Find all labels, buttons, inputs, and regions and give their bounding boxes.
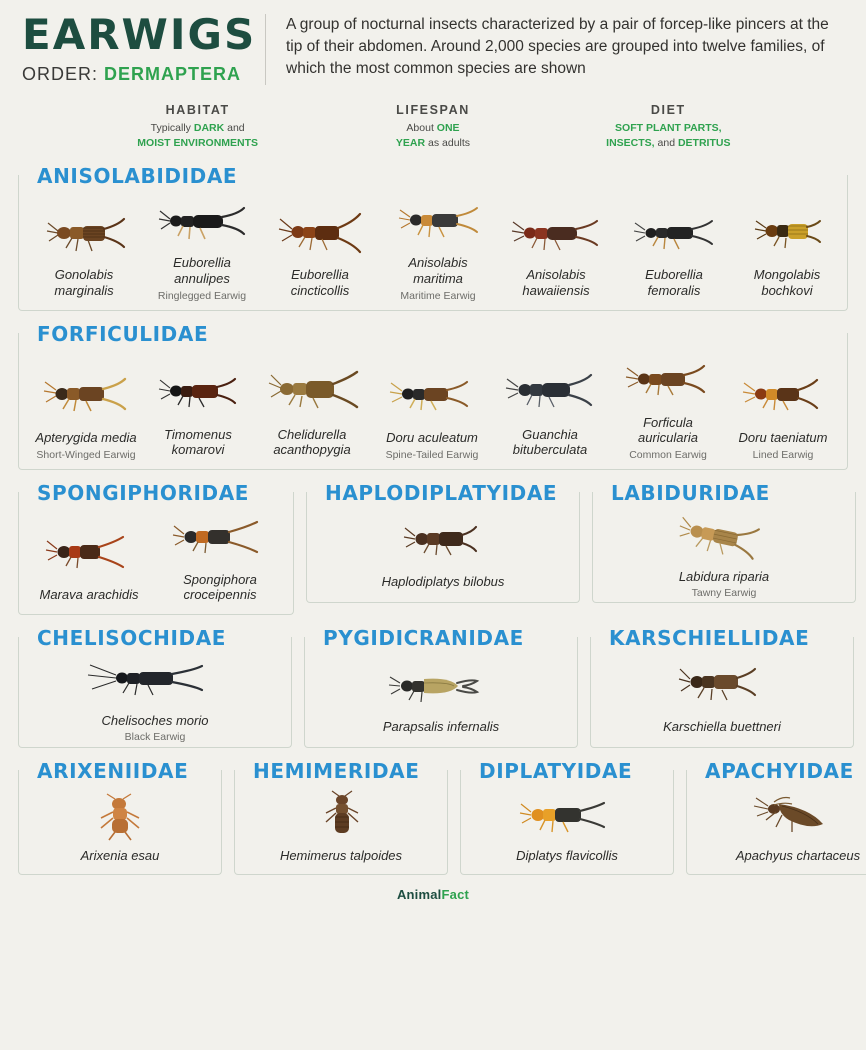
fact-text: About bbox=[406, 122, 437, 134]
family-section-forficulidae bbox=[18, 321, 848, 470]
earwig-illustration bbox=[80, 649, 230, 707]
family-section-anisolabididae bbox=[18, 164, 848, 310]
fact-highlight: INSECTS, bbox=[606, 137, 655, 150]
earwig-illustration bbox=[664, 503, 784, 563]
species-name: Labidura riparia bbox=[678, 568, 770, 584]
species-common-name: Maritime Earwig bbox=[400, 289, 476, 302]
species-name: Anisolabis hawaiiensis bbox=[522, 267, 590, 299]
brand-part-animal: Animal bbox=[396, 887, 442, 902]
species-row bbox=[25, 508, 287, 606]
order-line bbox=[22, 64, 247, 85]
species-item bbox=[597, 655, 847, 738]
fact-lifespan bbox=[315, 103, 550, 151]
family-section-arixeniidae bbox=[18, 759, 222, 875]
species-item bbox=[727, 364, 839, 461]
species-common-name: Lined Earwig bbox=[752, 448, 814, 461]
family-panel bbox=[18, 164, 848, 310]
earwig-illustration bbox=[388, 191, 488, 249]
earwig-illustration bbox=[504, 203, 608, 261]
species-item bbox=[615, 203, 733, 301]
family-section-karschiellidae bbox=[590, 626, 854, 748]
fact-body bbox=[80, 121, 315, 151]
earwig-illustration bbox=[150, 361, 246, 421]
species-name: Mongolabis bochkovi bbox=[753, 267, 821, 299]
species-name: Euborellia annulipes bbox=[173, 255, 231, 287]
family-section-chelisochidae bbox=[18, 626, 292, 748]
earwig-illustration bbox=[296, 786, 386, 842]
species-name: Gonolabis marginalis bbox=[54, 267, 114, 299]
species-name: Timomenus komarovi bbox=[164, 426, 232, 458]
species-row bbox=[693, 786, 866, 866]
species-name: Marava arachidis bbox=[39, 587, 139, 603]
species-row bbox=[313, 508, 573, 594]
species-common-name: Black Earwig bbox=[124, 731, 186, 744]
family-section-haplodiplatyidae bbox=[306, 480, 580, 615]
species-item bbox=[261, 203, 379, 301]
fact-strip bbox=[0, 103, 866, 151]
fact-highlight: YEAR bbox=[395, 137, 426, 150]
earwig-illustration bbox=[37, 523, 141, 581]
species-item bbox=[693, 786, 866, 867]
fact-highlight: DETRITUS bbox=[677, 137, 731, 150]
family-panel bbox=[18, 321, 848, 470]
earwig-illustration bbox=[624, 203, 724, 261]
family-section-diplatyidae bbox=[460, 759, 674, 875]
fact-body bbox=[315, 121, 550, 151]
family-section-hemimeridae bbox=[234, 759, 448, 875]
species-name: Arixenia esau bbox=[80, 847, 160, 863]
earwig-illustration bbox=[150, 191, 254, 249]
species-item bbox=[467, 786, 667, 867]
earwig-illustration bbox=[164, 508, 276, 566]
family-row-4 bbox=[18, 626, 848, 748]
fact-body bbox=[551, 121, 786, 151]
species-name: Apterygida media bbox=[35, 430, 137, 446]
species-item bbox=[491, 361, 609, 461]
family-panel bbox=[306, 480, 580, 603]
title-block bbox=[22, 10, 266, 85]
species-name: Apachyus chartaceus bbox=[735, 847, 861, 863]
family-section-spongiphoridae bbox=[18, 480, 294, 615]
family-panel bbox=[304, 626, 578, 748]
species-name: Anisolabis maritima bbox=[408, 255, 468, 287]
intro-text: A group of nocturnal insects characterized by a pair of forcep-like pincers at the tip of their abdomen. Around 2,000 species are grouped into twelve families, of which the most common species are shown bbox=[286, 16, 829, 77]
fact-highlight: ONE bbox=[436, 122, 460, 134]
family-title: ARIXENIIDAE bbox=[29, 759, 196, 783]
species-item bbox=[25, 203, 143, 301]
family-panel bbox=[18, 626, 292, 748]
species-item bbox=[145, 361, 251, 461]
earwig-illustration bbox=[507, 786, 627, 842]
fact-title: LIFESPAN bbox=[396, 103, 470, 117]
species-item bbox=[323, 510, 563, 593]
species-name: Guanchia bituberculata bbox=[512, 426, 588, 458]
species-item bbox=[30, 649, 280, 744]
species-item bbox=[609, 349, 727, 461]
earwig-illustration bbox=[744, 203, 830, 261]
species-item bbox=[733, 203, 841, 301]
species-common-name: Common Earwig bbox=[629, 448, 707, 461]
earwig-illustration bbox=[376, 655, 506, 713]
earwig-illustration bbox=[382, 364, 482, 424]
family-section-labiduridae bbox=[592, 480, 856, 615]
family-section-pygidicranidae bbox=[304, 626, 578, 748]
family-section-apachyidae bbox=[686, 759, 866, 875]
family-panel bbox=[460, 759, 674, 875]
family-panel bbox=[18, 759, 222, 875]
family-panel bbox=[590, 626, 854, 748]
family-title: HEMIMERIDAE bbox=[245, 759, 428, 783]
species-name: Chelidurella acanthopygia bbox=[273, 426, 351, 458]
family-title: CHELISOCHIDAE bbox=[29, 626, 234, 650]
family-row-5 bbox=[18, 759, 861, 875]
family-title: PYGIDICRANIDAE bbox=[315, 626, 532, 650]
species-item bbox=[316, 655, 566, 738]
fact-text: as adults bbox=[425, 137, 471, 150]
family-title: ANISOLABIDIDAE bbox=[29, 164, 245, 188]
species-name: Chelisoches morio bbox=[101, 712, 209, 728]
species-common-name: Tawny Earwig bbox=[691, 587, 757, 600]
family-panel bbox=[18, 480, 294, 615]
species-row bbox=[599, 508, 849, 600]
fact-text: and bbox=[224, 122, 245, 134]
brand-part-fact: Fact bbox=[441, 887, 470, 902]
species-name: Spongiphora croceipennis bbox=[183, 571, 257, 603]
species-common-name: Ringlegged Earwig bbox=[157, 289, 247, 302]
species-name: Forficula auricularia bbox=[638, 414, 698, 446]
family-panel bbox=[234, 759, 448, 875]
family-title: SPONGIPHORIDAE bbox=[29, 481, 257, 505]
earwig-illustration bbox=[270, 203, 370, 261]
species-row bbox=[597, 653, 847, 739]
fact-title: DIET bbox=[650, 103, 686, 117]
fact-habitat bbox=[80, 103, 315, 151]
species-name: Doru taeniatum bbox=[738, 430, 828, 446]
species-common-name: Short-Winged Earwig bbox=[36, 448, 136, 461]
fact-text: and bbox=[654, 137, 678, 150]
fact-highlight: DARK bbox=[193, 122, 225, 134]
order-name: DERMAPTERA bbox=[104, 64, 242, 84]
species-item bbox=[373, 364, 491, 461]
fact-diet bbox=[551, 103, 786, 151]
species-row bbox=[25, 653, 285, 744]
species-item bbox=[379, 191, 497, 301]
family-title: HAPLODIPLATYIDAE bbox=[317, 481, 565, 505]
header bbox=[0, 0, 866, 85]
page-title: EARWIGS bbox=[22, 10, 257, 59]
family-title: FORFICULIDAE bbox=[29, 322, 216, 346]
earwig-illustration bbox=[735, 364, 831, 424]
earwig-illustration bbox=[383, 510, 503, 568]
earwig-illustration bbox=[738, 786, 858, 842]
earwig-illustration bbox=[498, 361, 602, 421]
species-item bbox=[27, 364, 145, 461]
fact-highlight: MOIST ENVIRONMENTS bbox=[137, 137, 259, 150]
species-name: Hemimerus talpoides bbox=[279, 847, 403, 863]
species-name: Euborellia femoralis bbox=[645, 267, 703, 299]
species-name: Diplatys flavicollis bbox=[516, 847, 618, 863]
brand-logo bbox=[0, 887, 866, 902]
earwig-illustration bbox=[662, 655, 782, 713]
species-row bbox=[311, 653, 571, 739]
species-item bbox=[497, 203, 615, 301]
earwig-illustration bbox=[618, 349, 718, 409]
species-name: Haplodiplatys bilobus bbox=[381, 573, 505, 589]
species-row bbox=[25, 349, 841, 461]
fact-text: Typically bbox=[150, 122, 194, 134]
family-row-3 bbox=[18, 480, 848, 615]
family-title: APACHYIDAE bbox=[697, 759, 862, 783]
species-row bbox=[467, 786, 667, 866]
fact-title: HABITAT bbox=[165, 103, 230, 117]
family-panel bbox=[592, 480, 856, 603]
species-item bbox=[25, 523, 153, 606]
species-row bbox=[25, 191, 841, 301]
fact-highlight: SOFT PLANT PARTS, bbox=[615, 122, 722, 134]
species-name: Parapsalis infernalis bbox=[382, 718, 500, 734]
species-item bbox=[241, 786, 441, 867]
species-item bbox=[25, 786, 215, 867]
species-name: Doru aculeatum bbox=[386, 430, 478, 446]
family-title: KARSCHIELLIDAE bbox=[601, 626, 817, 650]
species-item bbox=[143, 191, 261, 301]
species-row bbox=[241, 786, 441, 866]
family-title: LABIDURIDAE bbox=[603, 481, 778, 505]
earwig-illustration bbox=[75, 786, 165, 842]
species-item bbox=[599, 503, 849, 600]
species-name: Karschiella buettneri bbox=[663, 718, 781, 734]
species-name: Euborellia cincticollis bbox=[290, 267, 350, 299]
species-common-name: Spine-Tailed Earwig bbox=[385, 448, 479, 461]
family-panel bbox=[686, 759, 866, 875]
earwig-illustration bbox=[34, 364, 138, 424]
species-item bbox=[153, 508, 287, 606]
earwig-illustration bbox=[257, 361, 367, 421]
species-item bbox=[251, 361, 373, 461]
earwig-illustration bbox=[36, 203, 132, 261]
order-label: ORDER: bbox=[22, 64, 99, 84]
species-row bbox=[25, 786, 215, 866]
family-title: DIPLATYIDAE bbox=[471, 759, 640, 783]
